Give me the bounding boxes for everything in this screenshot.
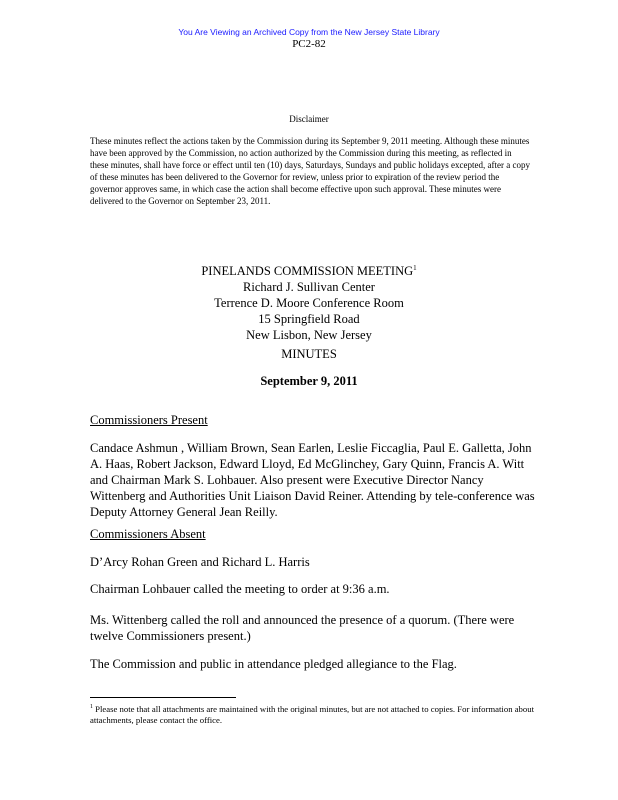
footnote-marker: 1 (90, 704, 93, 710)
document-id: PC2-82 (292, 38, 326, 50)
archive-banner: You Are Viewing an Archived Copy from the New Jersey State Library (178, 27, 440, 37)
meeting-street: 15 Springfield Road (258, 312, 360, 326)
meeting-city: New Lisbon, New Jersey (246, 328, 372, 342)
pledge-of-allegiance: The Commission and public in attendance pledged allegiance to the Flag. (90, 657, 457, 671)
meeting-header (0, 263, 618, 343)
meeting-room: Terrence D. Moore Conference Room (214, 296, 404, 310)
footnote-text: Please note that all attachments are maintained with the original minutes, but are not attached to copies. For information about attachments, please contact the office. (90, 704, 535, 725)
call-to-order: Chairman Lohbauer called the meeting to order at 9:36 a.m. (90, 582, 390, 596)
disclaimer-text: These minutes reflect the actions taken by the Commission during its September 9, 2011 meeting. Although these minutes have been approved by the Commission, no action authorized by the Commission during this meeting, as reflected in these minutes, shall have force or effect until ten (10) days, Saturdays, Sundays and public holidays excepted, after a copy of these minutes has been delivered to the Governor for review, unless prior to expiration of the review period the governor approves same, in which case the action shall become effective upon such approval. These minutes were delivered to the Governor on September 23, 2011. (90, 136, 530, 206)
meeting-title-text: PINELANDS COMMISSION MEETING (201, 264, 414, 278)
meeting-venue: Richard J. Sullivan Center (243, 280, 375, 294)
disclaimer-title: Disclaimer (289, 114, 329, 124)
meeting-title (0, 263, 618, 279)
footnote (90, 704, 540, 726)
minutes-label: MINUTES (281, 347, 337, 361)
meeting-date: September 9, 2011 (260, 374, 358, 388)
commissioners-present-text: Candace Ashmun , William Brown, Sean Earlen, Leslie Ficcaglia, Paul E. Galletta, John A. Haas, Robert Jackson, Edward Lloyd, Ed McGlinchey, Gary Quinn, Francis A. Witt and Chairman Mark S. Lohbauer. Also present were Executive Director Nancy Wittenberg and Authorities Unit Liaison David Reiner. Attending by tele-conference was Deputy Attorney General Jean Reilly. (90, 441, 535, 519)
roll-call: Ms. Wittenberg called the roll and announced the presence of a quorum. (There were twelve Commissioners present.) (90, 613, 515, 643)
footnote-reference: 1 (413, 264, 417, 272)
commissioners-absent-text: D’Arcy Rohan Green and Richard L. Harris (90, 555, 310, 569)
footnote-divider (90, 697, 236, 698)
commissioners-present-heading: Commissioners Present (90, 413, 208, 427)
commissioners-absent-heading: Commissioners Absent (90, 527, 206, 541)
